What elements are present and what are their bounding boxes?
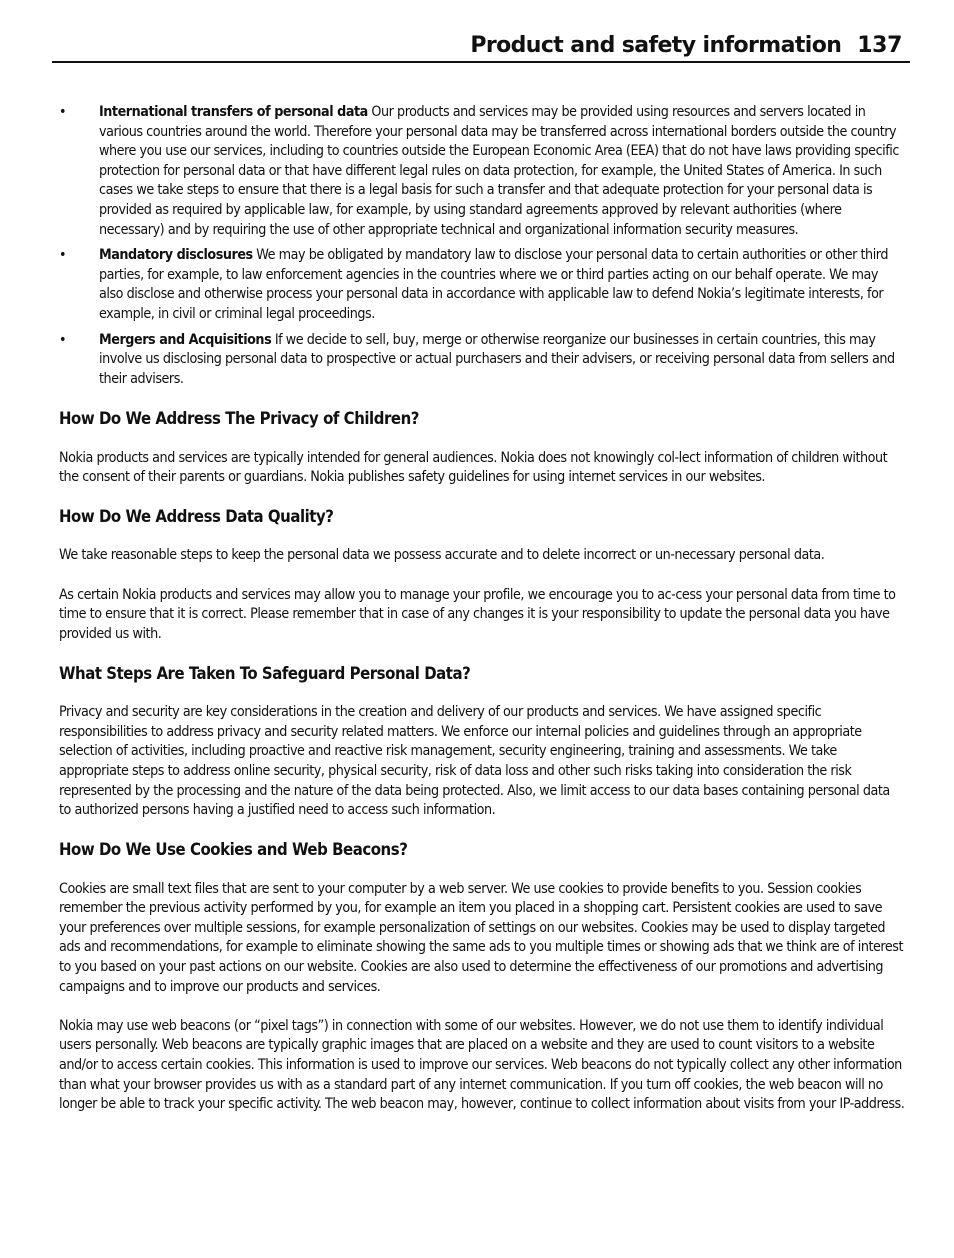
- list-item: [59, 331, 905, 390]
- bullet-text: Our products and services may be provided using resources and servers located in various countries around the world. Therefore your personal data may be transferred across international borders outside the country where you use our services, including to countries outside the European Economic Area (EEA) that do not have laws providing specific protection for personal data or that have different legal rules on data protection, for example, the United States of America. In such cases we take steps to ensure that there is a legal basis for such a transfer and that adequate protection for your personal data is provided as required by applicable law, for example, by using standard agreements approved by relevant authorities (where necessary) and by requiring the use of other appropriate technical and organizational information security measures.: [99, 104, 899, 238]
- cookies-paragraph-2: Nokia may use web beacons (or “pixel tags”) in connection with some of our websites. However, we do not use them to identify individual users personally. Web beacons are typically graphic images that are placed on a website and they are used to count visitors to a website and/or to access certain cookies. This information is used to improve our services. Web beacons do not typically collect any other information than what your browser provides us with as a standard part of any internet communication. If you turn off cookies, the web beacon will no longer be able to track your specific activity. The web beacon may, however, continue to collect information about visits from your IP-address.: [59, 1017, 905, 1113]
- page-number: 137: [857, 33, 902, 58]
- bullet-icon: •: [59, 104, 67, 120]
- section-heading-data-quality: How Do We Address Data Quality?: [59, 507, 334, 527]
- list-item: [59, 246, 905, 324]
- bullet-icon: •: [59, 247, 67, 264]
- list-item: [59, 103, 905, 240]
- section-heading-cookies: How Do We Use Cookies and Web Beacons?: [59, 840, 408, 860]
- page-header: [52, 32, 910, 63]
- safeguard-paragraph: Privacy and security are key considerations in the creation and delivery of our products and services. We have assigned specific responsibilities to address privacy and security related matters. We enforce our internal policies and guidelines through an appropriate selection of activities, including proactive and reactive risk management, security engineering, training and assessments. We take appropriate steps to address online security, physical security, risk of data loss and other such risks taking into consideration the risk represented by the processing and the nature of the data being protected. Also, we limit access to our data bases containing personal data to authorized persons having a justified need to access such information.: [59, 704, 890, 819]
- bullet-text: If we decide to sell, buy, merge or otherwise reorganize our businesses in certain countries, this may involve us disclosing personal data to prospective or actual purchasers and their advisers, or receiving personal data from sellers and their advisers.: [99, 331, 895, 387]
- bullet-term: Mandatory disclosures: [99, 247, 253, 264]
- section-heading-children: How Do We Address The Privacy of Children?: [59, 409, 419, 429]
- page-title: Product and safety information: [470, 33, 842, 58]
- data-quality-paragraph-2: As certain Nokia products and services may allow you to manage your profile, we encourage you to ac-cess your personal data from time to time to ensure that it is correct. Please remember that in case of any changes it is your responsibility to update the personal data you have provided us with.: [59, 586, 896, 642]
- section-heading-safeguard: What Steps Are Taken To Safeguard Personal Data?: [59, 664, 471, 684]
- data-quality-paragraph-1: We take reasonable steps to keep the personal data we possess accurate and to delete incorrect or un-necessary personal data.: [59, 547, 825, 564]
- bullet-icon: •: [59, 331, 67, 348]
- page-content: [59, 103, 905, 1115]
- bullet-term: Mergers and Acquisitions: [99, 331, 272, 348]
- bullet-list: [59, 103, 905, 389]
- bullet-text: We may be obligated by mandatory law to disclose your personal data to certain authorities or other third parties, for example, to law enforcement agencies in the countries where we or third parties acting on our behalf operate. We may also disclose and otherwise process your personal data in accordance with applicable law to defend Nokia’s legitimate interests, for example, in civil or criminal legal proceedings.: [99, 247, 888, 322]
- bullet-term: International transfers of personal data: [99, 104, 368, 120]
- cookies-paragraph-1: Cookies are small text files that are sent to your computer by a web server. We use cookies to provide benefits to you. Session cookies remember the previous activity performed by you, for example an item you placed in a shopping cart. Persistent cookies are used to save your preferences over multiple sessions, for example personalization of settings on our websites. Cookies may be used to display targeted ads and recommendations, for example to eliminate showing the same ads to you multiple times or showing ads that we think are of interest to you based on your past actions on our website. Cookies are also used to determine the effectiveness of our promotions and advertising campaigns and to improve our products and services.: [59, 880, 904, 995]
- children-paragraph: Nokia products and services are typically intended for general audiences. Nokia does not knowingly col-lect information of children without the consent of their parents or guardians. Nokia publishes safety guidelines for using internet services in our websites.: [59, 449, 888, 486]
